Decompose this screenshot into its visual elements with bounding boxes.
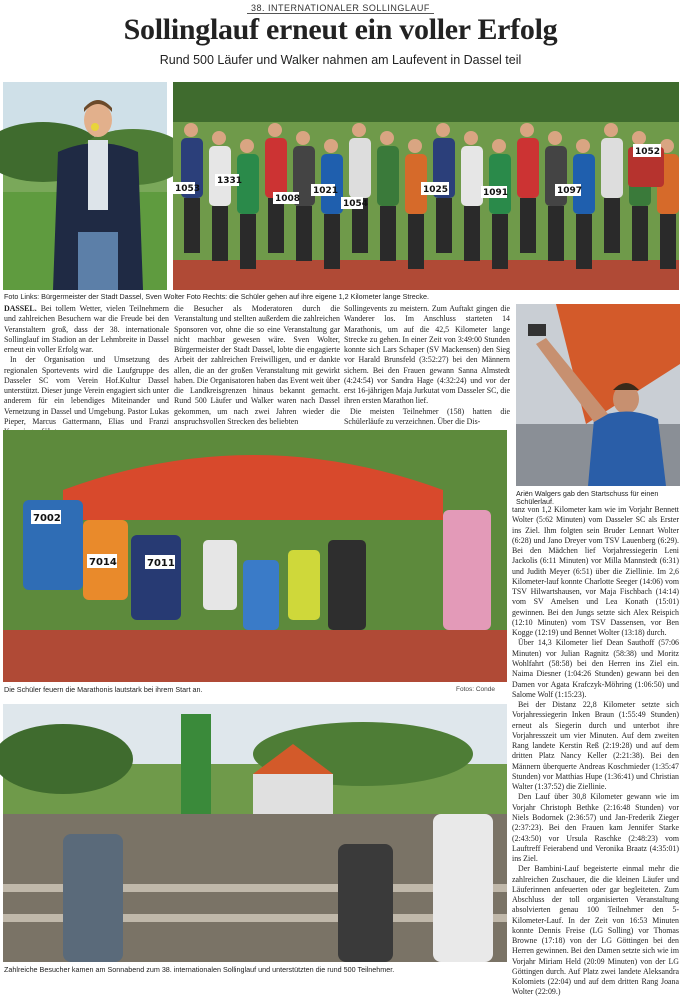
article-kicker: 38. INTERNATIONALER SOLLINGLAUF	[0, 3, 681, 13]
runner-legs	[492, 214, 508, 269]
runner-legs	[212, 206, 228, 261]
runner-head	[296, 131, 310, 145]
runner-legs	[436, 198, 452, 253]
runner-body	[377, 146, 399, 206]
photo-children-start	[173, 82, 679, 290]
runner-body	[601, 138, 623, 198]
runner-body	[461, 146, 483, 206]
runner-legs	[380, 206, 396, 261]
runner-legs	[240, 214, 256, 269]
bib-1053: 1053	[175, 184, 201, 194]
runner-head	[268, 123, 282, 137]
runner-legs	[464, 206, 480, 261]
runner-legs	[548, 206, 564, 261]
runner-legs	[408, 214, 424, 269]
photo-starter	[516, 304, 680, 486]
body-column-2: die Besucher als Moderatoren durch die Veranstaltung und stellten außerdem die zahlreichen Sponsoren vor, ohne die so eine Veranstaltung gar nicht machbar gewesen wäre. Sven Wolter, Bürgermeister der Stadt Dassel, lobte die engagierte Arbeit der zahlreichen Freiwilligen, und er dankte allen, die an der großen Veranstaltung mit gewirkt haben. Die Organisatoren haben das Event weit über die Landkreisgrenzen hinaus bekannt gemacht. Rund 500 Läufer und Walker waren nach Dassel gekommen, um nach zwei Jahren wieder die anspruchsvollen Strecken des beliebten	[174, 304, 340, 426]
photo-mayor	[3, 82, 167, 290]
runner-body	[545, 146, 567, 206]
runner-legs	[268, 198, 284, 253]
runner-head	[436, 123, 450, 137]
runner-head	[352, 123, 366, 137]
caption-starter: Ariën Walgers gab den Startschuss für einen Schülerlauf.	[516, 489, 659, 507]
photo-credit: Fotos: Conde	[456, 686, 496, 693]
runner-legs	[660, 214, 676, 269]
runner-legs	[632, 206, 648, 261]
runner-head	[576, 139, 590, 153]
runner-head	[520, 123, 534, 137]
runner-head	[380, 131, 394, 145]
article-subline: Rund 500 Läufer und Walker nahmen am Laufevent in Dassel teil	[159, 53, 522, 67]
caption-bottom: Zahlreiche Besucher kamen am Sonnabend zum 38. internationalen Sollinglauf und unterstützten die rund 500 Teilnehmer.	[4, 965, 395, 974]
runner-head	[240, 139, 254, 153]
photo-marathon-start	[3, 430, 507, 682]
caption-middle: Die Schüler feuern die Marathonis lautstark bei ihrem Start an.	[4, 685, 203, 694]
runner-head	[184, 123, 198, 137]
bib-7002: 7002	[33, 513, 61, 524]
runner-head	[632, 131, 646, 145]
runner-legs	[576, 214, 592, 269]
runner-body	[349, 138, 371, 198]
runner-body	[517, 138, 539, 198]
body-column-3: Sollingevents zu meistern. Zum Auftakt gingen die Wanderer los. Im Anschluss starteten 14 Marathonis, um auf die 42,5 Kilometer lange Strecke zu gehen. In einer Zeit von 3:49:00 Stunden konnte sich Lars Schaper (SV Mackensen) den Sieg vor Harald Brunsfeld (3:52:27) bei den Männern sichern. Bei den Frauen gewann Sanna Almstedt (4:24:54) vor Sandra Hage (4:32:24) und vor der erst 16-jährigen Maja Jurkutat vom Dasseler SC, die ihren ersten Marathon lief. Die meisten Teilnehmer (158) hatten die Schülerläufe zu verzeichnen. Über die Dis-	[344, 304, 510, 426]
bib-1331: 1331	[217, 176, 243, 186]
article-headline: Sollinglauf erneut ein voller Erfolg	[123, 13, 558, 46]
runner-head	[324, 139, 338, 153]
bib-1021: 1021	[313, 186, 339, 196]
runner-legs	[324, 214, 340, 269]
bib-7014: 7014	[89, 557, 117, 568]
photo-crowd	[3, 704, 507, 962]
runner-legs	[520, 198, 536, 253]
bib-1025: 1025	[423, 185, 449, 195]
bib-7011: 7011	[147, 558, 175, 569]
runner-head	[408, 139, 422, 153]
runner-head	[464, 131, 478, 145]
runner-legs	[604, 198, 620, 253]
bib-1097: 1097	[557, 186, 583, 196]
runner-head	[548, 131, 562, 145]
body-column-1: DASSEL. Bei tollem Wetter, vielen Teilnehmern und zahlreichen Besuchern war die Freude bei den Veranstaltern groß, dass der 38. internationale Sollinglauf im Stadion an der Lehmbreite in Dassel erneut ein voller Erfolg war. In der Organisation und Umsetzung des regionalen Sportevents wird die Laufgruppe des Dasseler SC vom Verein Hof.Kultur Dassel unterstützt. Dieser junge Verein engagiert sich unter anderem für ein lebendiges Miteinander und Vernetzung in Dassel und Umgebung. Pastor Lukas Pieper, Marcus Gattermann, Elias und Franzi	[4, 304, 169, 426]
body-column-4: tanz von 1,2 Kilometer kam wie im Vorjahr Bennett Wolter (5:62 Minuten) vom Dasseler SC als Erster ins Ziel. Ihm folgten sein Bruder Lennart Wolter (6:28) und Jano Dreyer vom TSV Lauenberg (6:29). Bei den Mädchen lief Vorjahressiegerin Leni Jackolis (6:11 Minuten) vor Milla Mannstedt (6:31) und Judith Meyer (6:51) über die Ziellinie. Im 2,6 Kilometer-lauf konnte Charlotte Seeger (14:06) vom TSV Hilwartshausen, vor Maja Fischbach (14:14) vom SV Amelsen und Lea Konath (15:01) gewinnen. Bei den Jungs setzte sich Alex Reispich (12:10 Minuten) vom TSV Dassensen, vor Ben Kogge (12:19) und Bennet Wolter (13:18) durch. Über 14,3 Kilometer lief Dean Sauthoff (57:06 Minuten) vor Julian Ragnitz (58:38) und Moritz Wohlfahrt (58:58) bei den Herren ins Ziel ein. Naima Diesner (1:04:26 Stunden) gewann bei den Damen vor Agata Krafczyk-Möhring (1:06:50) und Salome Wolf (1:15:23). Bei der Distanz 22,8 Kilometer setzte sich Vorjahressiegerin Inken Braun (1:55:49 Stunden) erneut als Siegerin durch und unterbot ihre Vorjahresszeit um vier Minuten. Auf dem zweiten Rang landete Kerstin Reß (2:19:28) und auf dem dritten Platz Nancy Keller (2:21:38). Bei den Männern überquerte Andreas Koschmieder (1:35:47 Stunden) vor Matthias Hupe (1:36:41) und Christian Walter (1:37:52) die Ziellinie. Den Lauf über 30,8 Kilometer gewann wie im Vorjahr Christoph Bethke (2:16:48 Stunden) vor Niels Bodornek (2:36:57) und Jan-Frederik Zieger (2:37:23). Bei den Frauen kam Jennifer Starke (2:43:50) vor Ursula Raschke (2:48:23) vom Lauftreff Feierabend und Veronika Braatz (4:35:01) ins Ziel. Der Bambini-Lauf begeisterte einmal mehr die zahlreichen Zuschauer, die die kleinen Läufer und Läuferinnen anfeuerten oder gar begleiteten. Zum Abschluss der toll organisierten Veranstaltung absolvierten genau 100 Teilnehmer den 5-Kilometer-Lauf. In der Zeit von 16:53 Minuten konnte Dennis Freise (LG Solling) vor Thomas Browne (17:18) von der LG Göttingen bei den Herren gewinnen. Bei den Damen setzte sich wie im Vorjahr Miriam Held (20:09 Minuten) von der LG Göttingen durch. Auf Platz zwei landete Aleksandra Kolomiets (22:04) und auf dem dritten Rang Joana Wolter (22:09.)	[512, 505, 679, 997]
runner-head	[604, 123, 618, 137]
runner-legs	[184, 198, 200, 253]
runner-head	[212, 131, 226, 145]
runner-legs	[296, 206, 312, 261]
runner-head	[492, 139, 506, 153]
bib-1091: 1091	[483, 188, 509, 198]
runner-body	[265, 138, 287, 198]
runner-body	[489, 154, 511, 214]
caption-top: Foto Links: Bürgermeister der Stadt Dassel, Sven Wolter Foto Rechts: die Schüler gehen auf ihre eigene 1,2 Kilometer lange Strecke.	[4, 292, 429, 301]
bib-1054: 1054	[343, 199, 369, 209]
bib-1008: 1008	[275, 194, 301, 204]
bib-1052: 1052	[635, 147, 661, 157]
